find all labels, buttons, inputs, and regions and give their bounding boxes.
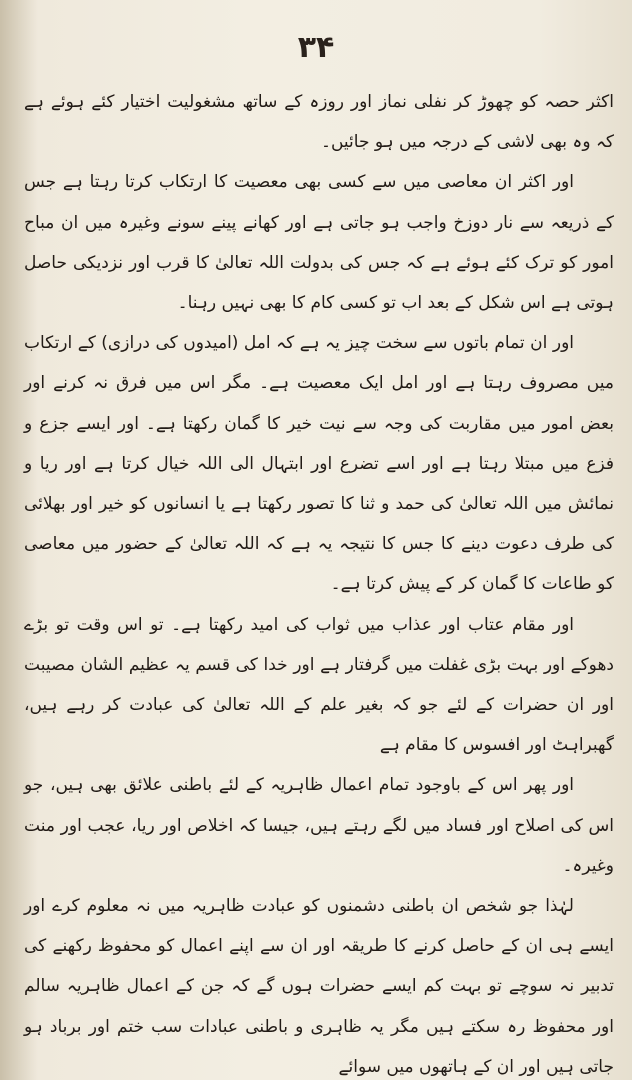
paragraph-5: اور پھر اس کے باوجود تمام اعمال ظاہریہ کے لئے باطنی علائق بھی ہیں، جو اس کی اصلاح اور فساد میں لگے رہتے ہیں، جیسا کہ اخلاص اور ریا، عجب اور منت وغیرہ۔	[24, 775, 614, 876]
page-number: ۳۴	[297, 30, 335, 65]
paragraph-6: لہٰذا جو شخص ان باطنی دشمنوں کو عبادت ظاہریہ میں نہ معلوم کرے اور ایسے ہی ان کے حاصل کرنے کا طریقہ اور ان سے اپنے اعمال کو محفوظ رکھنے کی تدبیر نہ سوچے تو بہت کم ایسے حضرات ہوں گے کہ جن کے اعمال ظاہریہ سالم اور محفوظ رہ سکتے ہیں مگر یہ ظاہری و باطنی عبادات سب ختم اور برباد ہو جاتی ہیں اور ان کے ہاتھوں میں سوائے	[24, 896, 614, 1077]
paragraph-2: اور اکثر ان معاصی میں سے کسی بھی معصیت کا ارتکاب کرتا رہتا ہے جس کے ذریعہ سے نار دوزخ واجب ہو جاتی ہے اور کھانے پینے سونے وغیرہ میں ان مباح امور کو ترک کئے ہوئے ہے کہ جس کی بدولت اللہ تعالیٰ کا قرب اور نزدیکی حاصل ہوتی ہے اس شکل کے بعد اب تو کسی کام کا بھی نہیں رہنا۔	[24, 172, 614, 314]
paragraph-1: اکثر حصہ کو چھوڑ کر نفلی نماز اور روزہ کے ساتھ مشغولیت اختیار کئے ہوئے ہے کہ وہ بھی لاشی کے درجہ میں ہو جائیں۔	[24, 92, 614, 153]
paragraph-4: اور مقام عتاب اور عذاب میں ثواب کی امید رکھتا ہے۔ تو اس وقت تو بڑے دھوکے اور بہت بڑی غفلت میں گرفتار ہے اور خدا کی قسم یہ عظیم الشان مصیبت اور ان حضرات کے لئے جو کہ بغیر علم کے اللہ تعالیٰ کی عبادت کر رہے ہیں، گھبراہٹ اور افسوس کا مقام ہے	[24, 614, 614, 756]
paragraph-3: اور ان تمام باتوں سے سخت چیز یہ ہے کہ امل (امیدوں کی درازی) کے ارتکاب میں مصروف رہتا ہے اور امل ایک معصیت ہے۔ مگر اس میں فرق نہ کرنے اور بعض امور میں مقاربت کی وجہ سے نیت خیر کا گمان رکھتا ہے۔ اور ایسے جزع و فزع میں مبتلا رہتا ہے اور اسے تضرع اور ابتہال الی اللہ خیال کرتا ہے اور ریا و نمائش میں اللہ تعالیٰ کی حمد و ثنا کا تصور رکھتا ہے یا انسانوں کو خیر اور بھلائی کی طرف دعوت دینے کا جس کا نتیجہ یہ ہے کہ اللہ تعالیٰ کے حضور میں معاصی کو طاعات کا گمان کر کے پیش کرتا ہے۔	[24, 333, 614, 595]
page-body-text	[24, 82, 614, 1080]
